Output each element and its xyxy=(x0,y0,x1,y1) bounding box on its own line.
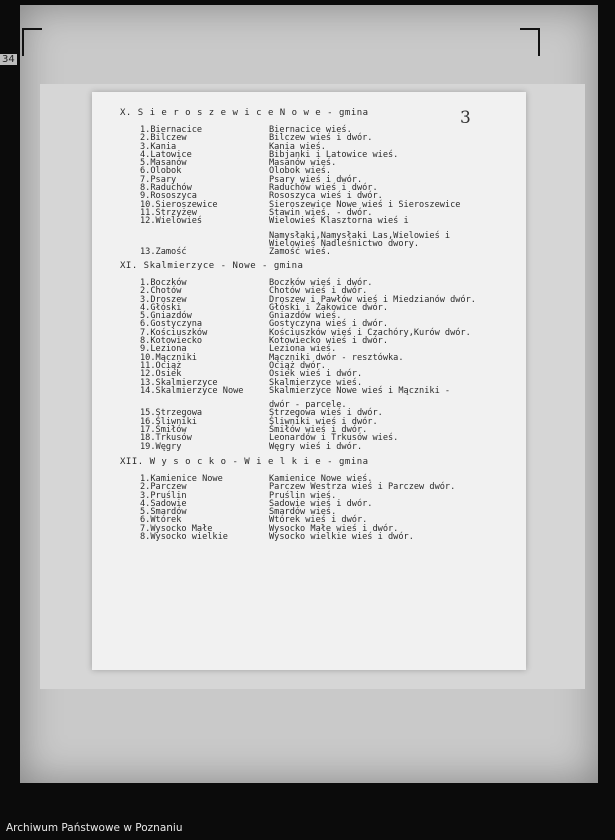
list-item xyxy=(92,387,526,395)
section-heading: XII. W y s o c k o - W i e l k i e - gmina xyxy=(120,457,369,467)
place-description: Smardów wieś. xyxy=(269,507,337,518)
place-name: 1.Biernacice xyxy=(140,125,203,135)
place-description: Bilczew wieś i dwór. xyxy=(269,133,373,144)
place-description: Kamienice Nowe wieś. xyxy=(269,474,373,484)
place-description: Strzegowa wieś i dwór. xyxy=(269,408,383,419)
place-name: 4.Głóski xyxy=(140,302,182,313)
place-description: Leziona wieś. xyxy=(269,344,337,355)
place-name: 7.Kościuszków xyxy=(140,327,208,338)
place-name: 5.Masanów xyxy=(140,158,187,169)
place-description: Głóski i Żakowice dwór. xyxy=(269,302,388,313)
place-name: 7.Psary xyxy=(140,174,177,185)
place-name: 10.Sieroszewice xyxy=(140,199,218,210)
list-item xyxy=(92,217,526,225)
place-name: 6.Gostyczyna xyxy=(140,319,203,330)
place-description: Olobok wieś. xyxy=(269,166,332,177)
place-name: 18.Trkusów xyxy=(140,433,192,444)
place-description: Droszew i Pawłów wieś i Miedzianów dwór. xyxy=(269,294,476,305)
place-name: 6.Olobok xyxy=(140,166,182,177)
page-number-handwritten: 3 xyxy=(460,108,471,128)
place-description: Sadowie wieś i dwór. xyxy=(269,498,373,509)
place-name: 13.Zamość xyxy=(140,247,187,258)
section-rows xyxy=(92,126,526,256)
document-page xyxy=(92,92,526,670)
place-description: Gostyczyna wieś i dwór. xyxy=(269,319,388,330)
place-description: Wysocko wielkie wieś i dwór. xyxy=(269,532,414,543)
place-name: 4.Latowice xyxy=(140,149,192,160)
place-name: 1.Kamienice Nowe xyxy=(140,474,223,484)
place-description: Skalmierzyce Nowe wieś i Mączniki - xyxy=(269,385,451,396)
place-description: Gniazdów wieś. xyxy=(269,311,342,322)
place-description: Węgry wieś i dwór. xyxy=(269,441,363,452)
place-description: Śliwniki wieś i dwór. xyxy=(269,416,378,427)
place-name: 13.Skalmierzyce xyxy=(140,377,218,388)
place-name: 10.Mączniki xyxy=(140,352,197,363)
place-name: 9.Rososzyca xyxy=(140,191,197,202)
section-heading: X. S i e r o s z e w i c e N o w e - gmina xyxy=(120,108,369,118)
list-item xyxy=(92,533,526,541)
place-name: 7.Wysocko Małe xyxy=(140,523,213,534)
place-description: Stawin wieś. - dwór. xyxy=(269,207,373,218)
place-description: Kania wieś. xyxy=(269,141,326,152)
place-description: Rososzyca wieś i dwór. xyxy=(269,191,383,202)
place-description: Kościuszków wieś i Czachóry,Kurów dwór. xyxy=(269,327,471,338)
list-item xyxy=(92,443,526,451)
place-name: 12.Wielowieś xyxy=(140,216,203,227)
place-description: Skalmierzyce wieś. xyxy=(269,377,363,388)
place-description: Wielowieś Nadleśnictwo dwory. xyxy=(269,238,420,249)
place-description: Psary wieś i dwór. xyxy=(269,174,363,185)
place-description: Raduchów wieś i dwór. xyxy=(269,183,378,194)
place-description: Zamość wieś. xyxy=(269,247,332,258)
place-description: Namysłaki,Namysłaki Las,Wielowieś i xyxy=(269,230,451,241)
place-description: Wielowieś Klasztorna wieś i xyxy=(269,216,409,227)
place-name: 16.Śliwniki xyxy=(140,416,197,427)
place-name: 9.Leziona xyxy=(140,344,187,355)
place-description: Pruślin wieś. xyxy=(269,490,337,501)
place-description: Chotów wieś i dwór. xyxy=(269,286,368,297)
place-name: 8.Kotowiecko xyxy=(140,336,203,347)
place-description: Ociąż dwór. xyxy=(269,360,326,371)
crop-mark-right xyxy=(520,28,540,56)
place-name: 5.Smardów xyxy=(140,507,187,518)
frame-number: 34 xyxy=(2,54,15,65)
place-name: 8.Wysocko wielkie xyxy=(140,532,228,543)
place-name: 6.Wtórek xyxy=(140,515,182,526)
place-description: Sieroszewice Nowe wieś i Sieroszewice xyxy=(269,199,461,210)
place-name: 4.Sadowie xyxy=(140,498,187,509)
list-item xyxy=(92,248,526,256)
place-name: 5.Gniazdów xyxy=(140,311,192,322)
place-description: Osiek wieś i dwór. xyxy=(269,369,363,380)
place-name: 15.Strzegowa xyxy=(140,408,203,419)
place-name: 17.Śmiłów xyxy=(140,425,187,436)
place-description: Mączniki dwór - resztówka. xyxy=(269,352,404,363)
place-description: Biernacice wieś. xyxy=(269,125,352,135)
place-description: Parczew Westrza wieś i Parczew dwór. xyxy=(269,482,456,493)
place-description: Śmiłów wieś i dwór. xyxy=(269,425,368,436)
place-name: 14.Skalmierzyce Nowe xyxy=(140,385,244,396)
place-name: 3.Pruślin xyxy=(140,490,187,501)
place-description: dwór - parcele. xyxy=(269,400,347,411)
section-heading: XI. Skalmierzyce - Nowe - gmina xyxy=(120,261,304,271)
place-description: Wtórek wieś i dwór. xyxy=(269,515,368,526)
crop-mark-left xyxy=(22,28,42,56)
place-name: 8.Raduchów xyxy=(140,183,192,194)
place-name: 11.Strzyżew xyxy=(140,207,197,218)
place-name: 2.Bilczew xyxy=(140,133,187,144)
place-description: Bibjanki i Latowice wieś. xyxy=(269,149,399,160)
place-name: 2.Parczew xyxy=(140,482,187,493)
place-description: Leonardów i Trkusów wieś. xyxy=(269,433,399,444)
place-description: Kotowiecko wieś i dwór. xyxy=(269,336,388,347)
section-rows xyxy=(92,279,526,451)
place-name: 12.Osiek xyxy=(140,369,182,380)
archive-caption: Archiwum Państwowe w Poznaniu xyxy=(6,822,183,834)
place-description: Masanów wieś. xyxy=(269,158,337,169)
place-description: Boczków wieś i dwór. xyxy=(269,278,373,288)
place-name: 1.Boczków xyxy=(140,278,187,288)
place-description: Wysocko Małe wieś i dwór. xyxy=(269,523,399,534)
place-name: 19.Węgry xyxy=(140,441,182,452)
section-rows xyxy=(92,475,526,541)
place-name: 3.Kania xyxy=(140,141,177,152)
place-name: 3.Droszew xyxy=(140,294,187,305)
place-name: 2.Chotów xyxy=(140,286,182,297)
place-name: 11.Ociąż xyxy=(140,360,182,371)
